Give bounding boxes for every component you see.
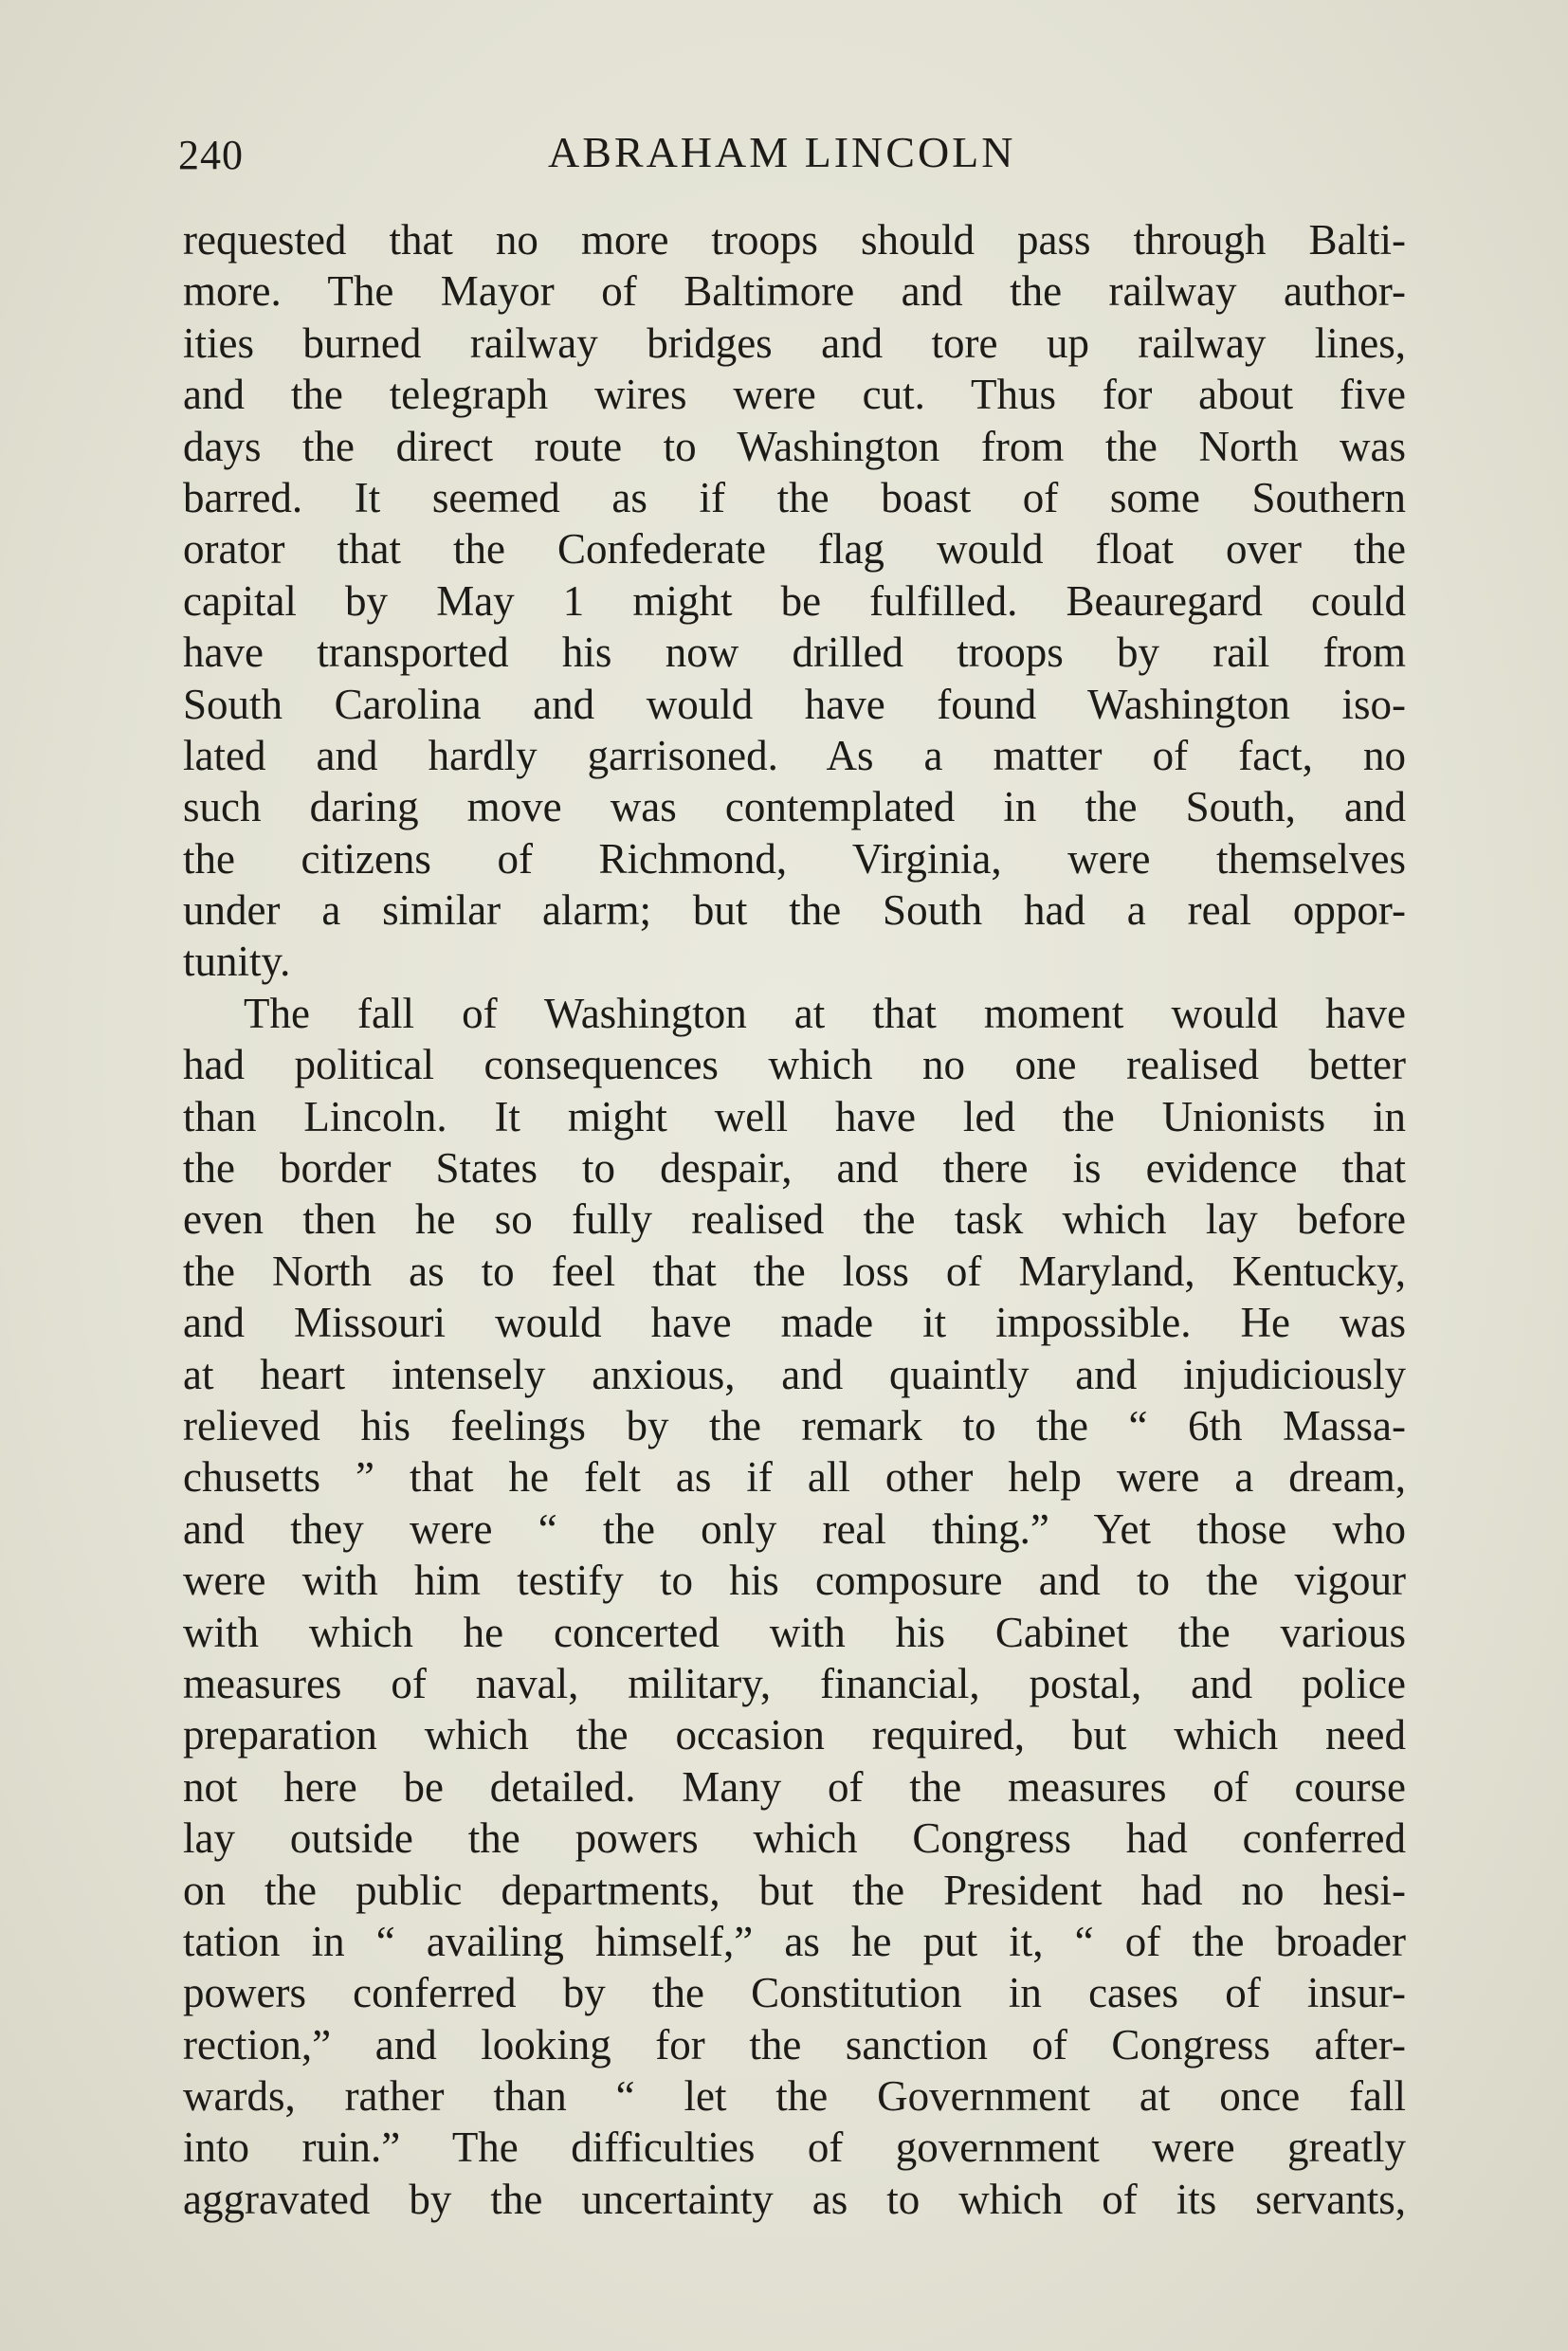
paragraph	[183, 214, 1406, 988]
text-line: the border States to despair, and there is evidence that	[183, 1144, 1406, 1193]
text-line: preparation which the occasion required, but which need	[183, 1711, 1406, 1759]
text-line: tation in “ availing himself,” as he put it, “ of the broader	[183, 1917, 1406, 1965]
text-line: lated and hardly garrisoned. As a matter of fact, no	[183, 731, 1406, 779]
text-line: wards, rather than “ let the Government at once fall	[183, 2072, 1406, 2121]
text-line: rection,” and looking for the sanction of Congress after-	[183, 2020, 1406, 2069]
text-line: and Missouri would have made it impossible. He was	[183, 1299, 1406, 1347]
text-line: measures of naval, military, financial, postal, and police	[183, 1659, 1406, 1707]
text-line: ities burned railway bridges and tore up railway lines,	[183, 319, 1406, 367]
text-line: South Carolina and would have found Washington iso-	[183, 680, 1406, 728]
text-line: The fall of Washington at that moment would have	[244, 989, 1406, 1037]
running-title: ABRAHAM LINCOLN	[548, 128, 1016, 176]
text-line: were with him testify to his composure and to the vigour	[183, 1557, 1406, 1605]
text-line: the North as to feel that the loss of Maryland, Kentucky,	[183, 1247, 1406, 1295]
text-line: than Lincoln. It might well have led the Unionists in	[183, 1092, 1406, 1140]
text-line: under a similar alarm; but the South had a real oppor-	[183, 886, 1406, 935]
text-line: orator that the Confederate flag would float over the	[183, 525, 1406, 574]
paragraph	[183, 988, 1406, 2225]
page-number: 240	[178, 132, 244, 178]
text-line: such daring move was contemplated in the South, and	[183, 783, 1406, 831]
text-line: and they were “ the only real thing.” Yet those who	[183, 1504, 1406, 1553]
text-line: barred. It seemed as if the boast of some Southern	[183, 473, 1406, 521]
text-line: the citizens of Richmond, Virginia, were themselves	[183, 834, 1406, 883]
text-line: lay outside the powers which Congress had conferred	[183, 1814, 1406, 1863]
text-line: relieved his feelings by the remark to the “ 6th Massa-	[183, 1401, 1406, 1449]
text-line: at heart intensely anxious, and quaintly and injudiciously	[183, 1350, 1406, 1398]
text-line: tunity.	[183, 938, 291, 986]
text-line: into ruin.” The difficulties of government were greatly	[183, 2123, 1406, 2172]
text-line: not here be detailed. Many of the measures of course	[183, 1762, 1406, 1811]
text-line: aggravated by the uncertainty as to which of its servants,	[183, 2175, 1406, 2223]
text-line: with which he concerted with his Cabinet the various	[183, 1608, 1406, 1656]
text-line: capital by May 1 might be fulfilled. Beauregard could	[183, 576, 1406, 625]
text-line: have transported his now drilled troops by rail from	[183, 629, 1406, 677]
text-line: and the telegraph wires were cut. Thus for about five	[183, 371, 1406, 419]
text-line: more. The Mayor of Baltimore and the railway author-	[183, 267, 1406, 316]
page-header	[178, 121, 1411, 178]
text-line: on the public departments, but the President had no hesi-	[183, 1866, 1406, 1914]
text-line: chusetts ” that he felt as if all other help were a dream,	[183, 1453, 1406, 1502]
text-line: even then he so fully realised the task which lay before	[183, 1195, 1406, 1244]
text-line: powers conferred by the Constitution in cases of insur-	[183, 1969, 1406, 2017]
body-text	[183, 214, 1406, 2225]
text-line: requested that no more troops should pass through Balti-	[183, 216, 1406, 264]
text-line: days the direct route to Washington from the North was	[183, 422, 1406, 470]
text-line: had political consequences which no one realised better	[183, 1041, 1406, 1089]
